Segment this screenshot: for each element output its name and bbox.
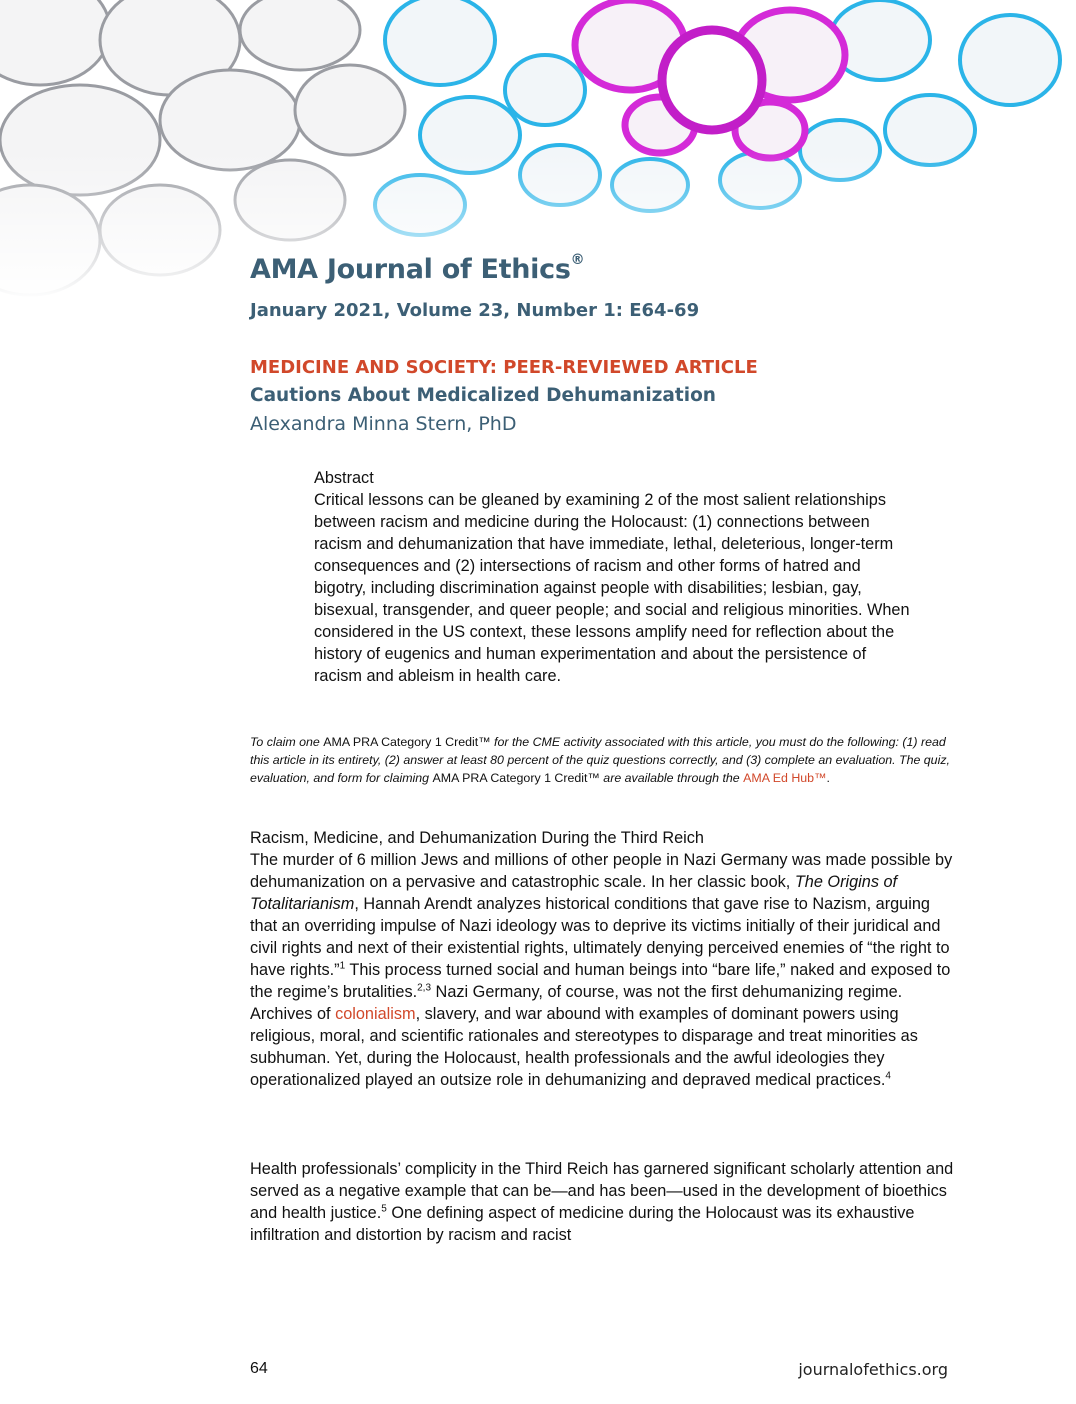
issue-line: January 2021, Volume 23, Number 1: E64-69 <box>250 300 700 321</box>
book-title: The Origins of Totalitarianism <box>250 873 898 913</box>
abstract <box>314 467 914 687</box>
footnote-ref[interactable]: 4 <box>885 1070 891 1082</box>
author-name: Alexandra Minna Stern, PhD <box>250 413 517 435</box>
registered-mark: ® <box>570 252 585 268</box>
footnote-ref[interactable]: 1 <box>339 960 346 972</box>
journal-title: AMA Journal of Ethics® <box>250 252 585 285</box>
abstract-text: Critical lessons can be gleaned by examining 2 of the most salient relationships between racism and medicine during the Holocaust: (1) connections between racism and dehumanization that have immediate, lethal, deleterious, longer-term consequences and (2) intersections of racism and other forms of hatred and bigotry, including discrimination against people with disabilities; lesbian, gay, bisexual, transgender, and queer people; and social and religious minorities. When considered in the US context, these lessons amplify need for reflection about the history of eugenics and human experimentation and about the persistence of racism and ableism in health care. <box>314 491 910 685</box>
abstract-heading: Abstract <box>314 469 374 487</box>
footnote-ref[interactable]: 5 <box>381 1203 387 1215</box>
colonialism-link[interactable]: colonialism <box>335 1005 416 1023</box>
article-title: Cautions About Medicalized Dehumanization <box>250 385 716 406</box>
footnote-ref[interactable]: 2,3 <box>417 982 432 994</box>
page-number: 64 <box>250 1360 268 1377</box>
section-label: MEDICINE AND SOCIETY: PEER-REVIEWED ARTICLE <box>250 357 758 378</box>
ama-ed-hub-link[interactable]: AMA Ed Hub™ <box>743 771 827 785</box>
footer-site[interactable]: journalofethics.org <box>798 1360 948 1379</box>
cme-notice: To claim one AMA PRA Category 1 Credit™ for the CME activity associated with this article, you must do the following: (1) read this article in its entirety, (2) answer at least 80 percent of the quiz questions correctly, and (3) complete an evaluation. The quiz, evaluation, and form for claiming AMA PRA Category 1 Credit™ are available through the AMA Ed Hub™. <box>250 735 950 785</box>
body-paragraph: Health professionals’ complicity in the Third Reich has garnered significant scholarly attention and served as a negative example that can be—and has been—used in the development of bioethics and health justice.$^5$ One defining aspect of medicine during the Holocaust was its exhaustive infiltration and distortion by racism and racist <box>250 1160 954 1244</box>
body-paragraph: The murder of 6 million Jews and millions of other people in Nazi Germany was made possible by dehumanization on a pervasive and catastrophic scale. In her classic book, The Origins of Totalitarianism, Hannah Arendt analyzes historical conditions that gave rise to Nazism, arguing that an overriding impulse of Nazi ideology was to deprive its victims initially of their juridical and civil rights and next of their existential rights, ultimately denying perceived enemies of “the right to have rights.”$^1$ This process turned social and human beings into “bare life,” naked and exposed to the regime’s brutalities.$^{2,3}$ Nazi Germany, of course, was not the first dehumanizing regime. Archives of colonialism, slavery, and war abound with examples of dominant powers using religious, moral, and scientific rationales and stereotypes to disparage and treat minorities as subhuman. Yet, during the Holocaust, health professionals and the awful ideologies they operationalized played an outsize role in dehumanizing and depraved medical practices.$^4$ <box>250 851 953 1089</box>
section-heading: Racism, Medicine, and Dehumanization During the Third Reich <box>250 829 704 847</box>
